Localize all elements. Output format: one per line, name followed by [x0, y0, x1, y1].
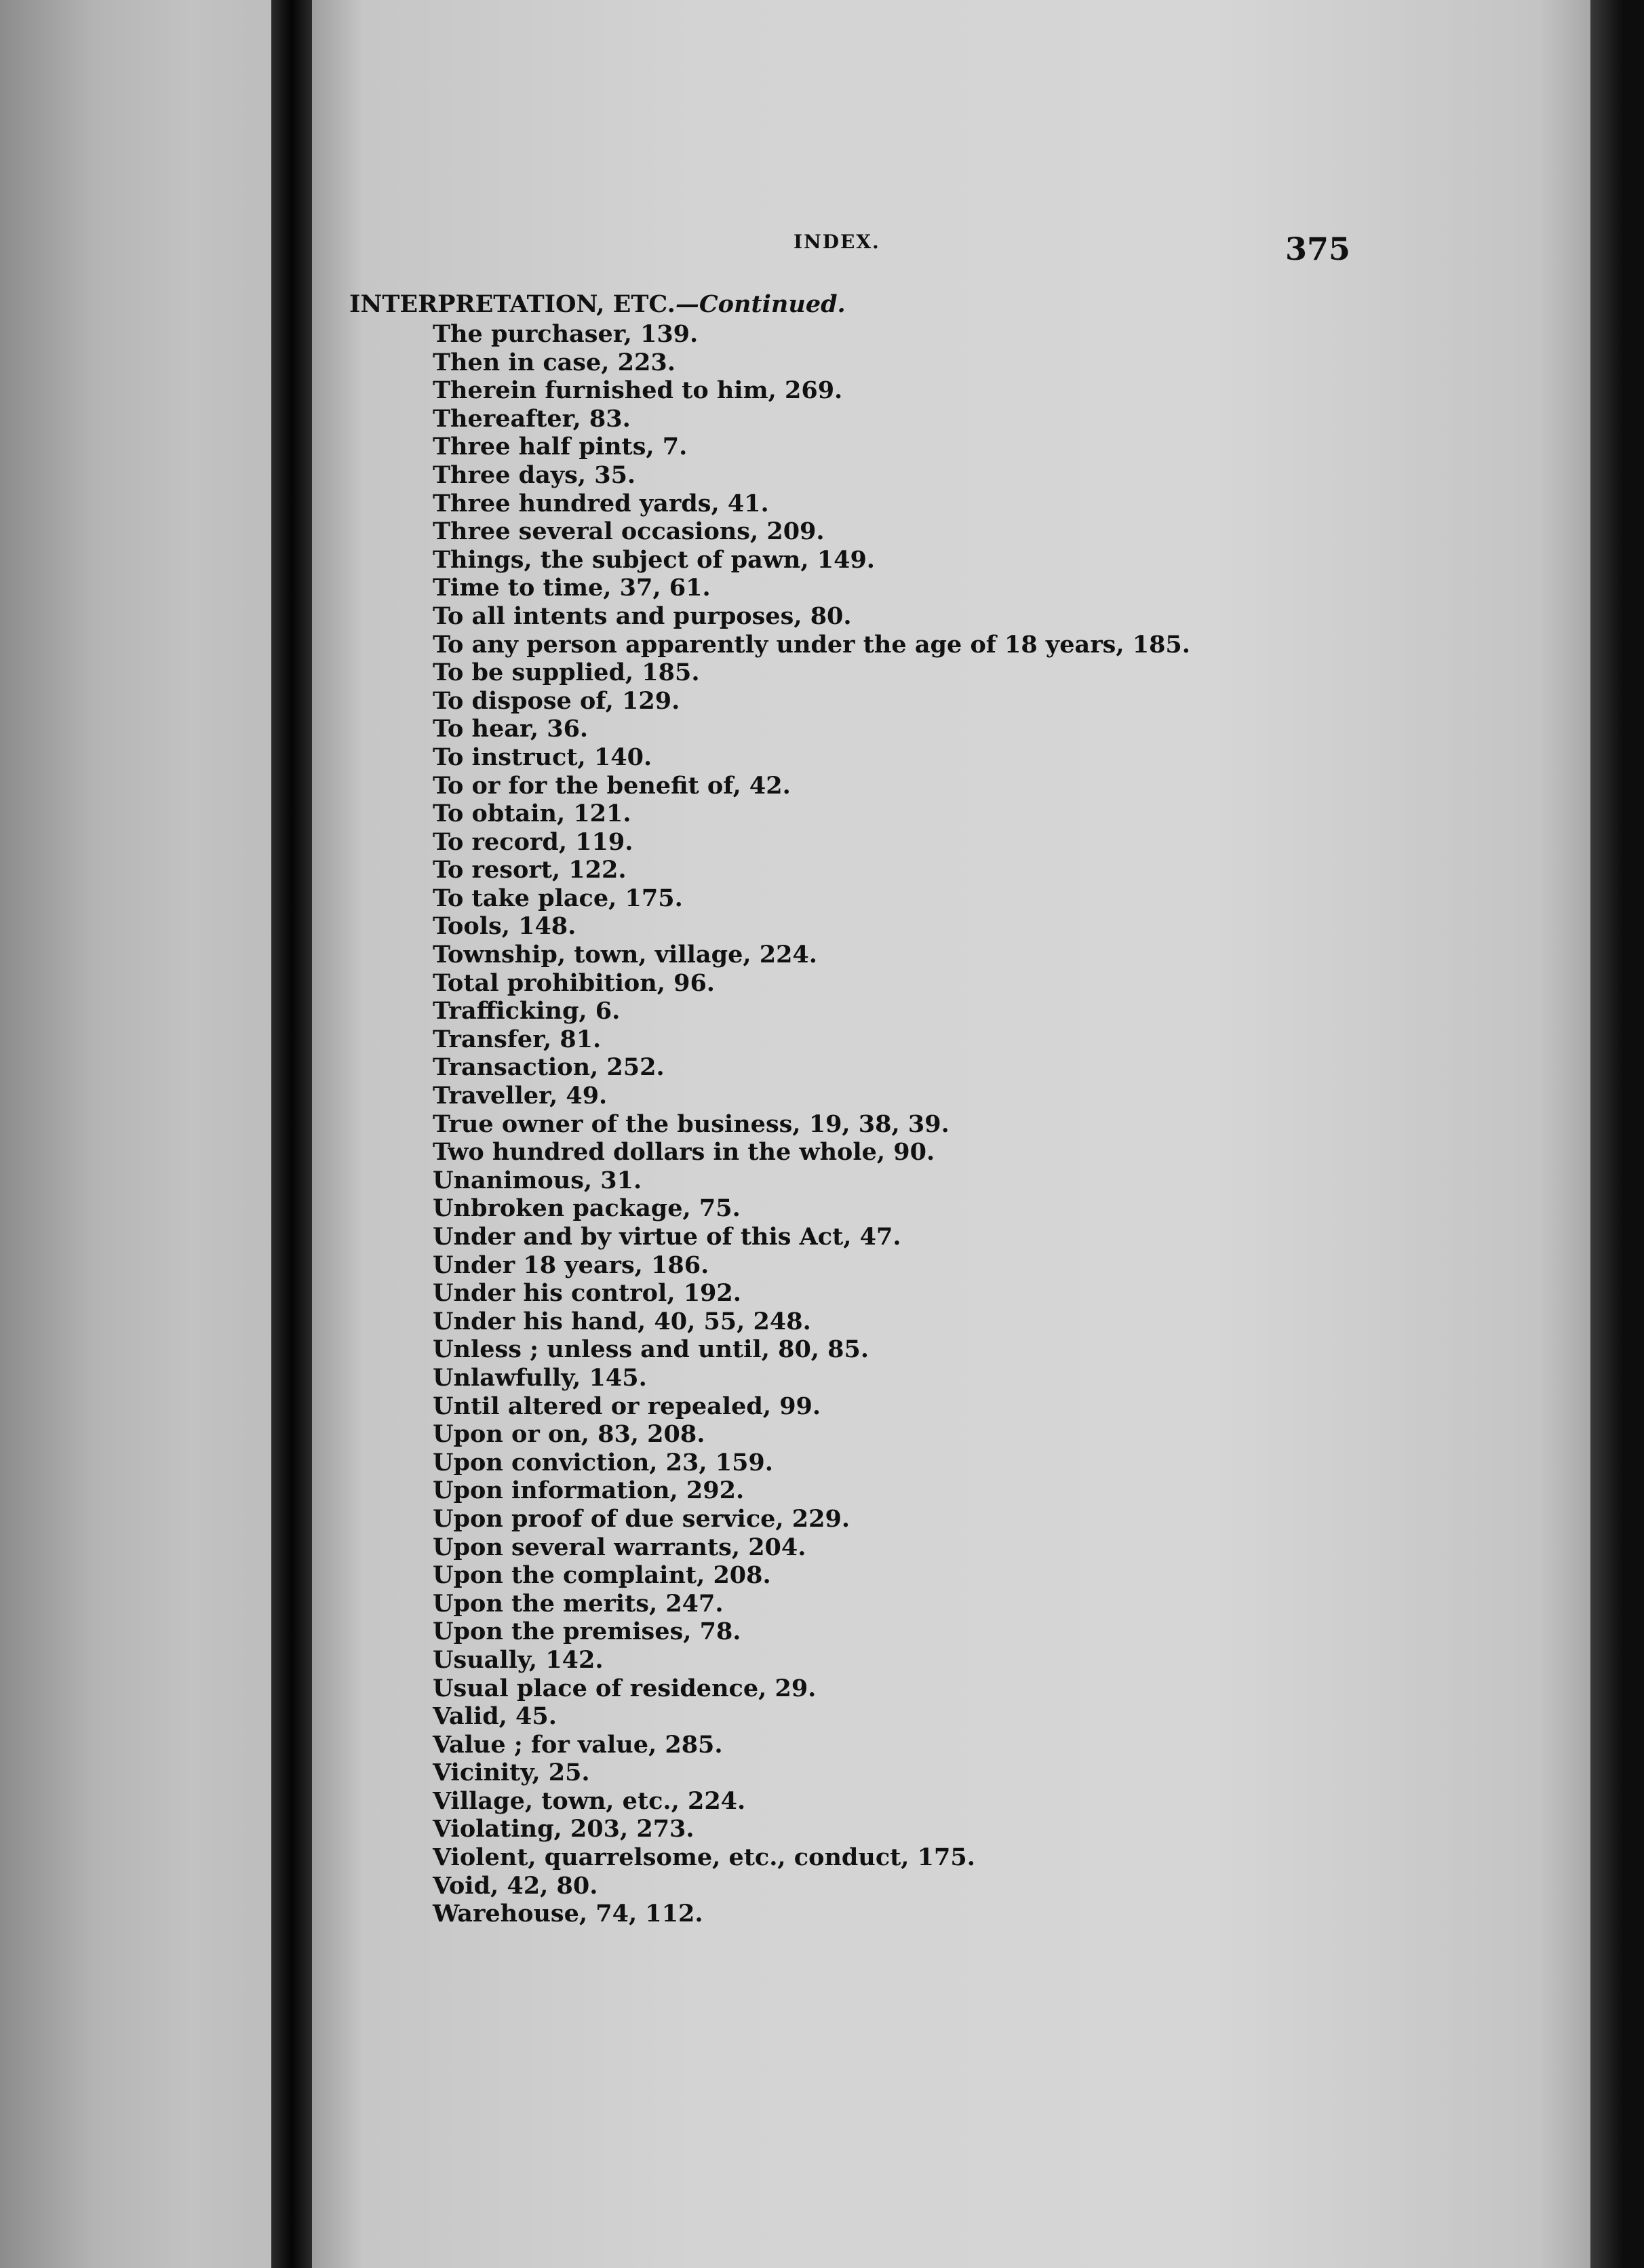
- index-entry: Upon or on, 83, 208.: [433, 1420, 705, 1449]
- index-entry: Things, the subject of pawn, 149.: [433, 545, 875, 574]
- index-entry: Violent, quarrelsome, etc., conduct, 175.: [433, 1843, 975, 1872]
- index-entry: The purchaser, 139.: [433, 320, 699, 348]
- index-entry: Two hundred dollars in the whole, 90.: [433, 1138, 935, 1167]
- index-entry: Upon conviction, 23, 159.: [433, 1448, 773, 1477]
- index-entry: Under his hand, 40, 55, 248.: [433, 1307, 811, 1335]
- index-entry: Valid, 45.: [433, 1702, 557, 1731]
- index-entry: Value ; for value, 285.: [433, 1730, 723, 1759]
- index-entry: Upon the complaint, 208.: [433, 1561, 771, 1590]
- index-entry: Unanimous, 31.: [433, 1166, 642, 1194]
- index-entry: Upon several warrants, 204.: [433, 1533, 806, 1561]
- index-entry: Under 18 years, 186.: [433, 1251, 709, 1279]
- index-entry: Under his control, 192.: [433, 1279, 741, 1308]
- book-gutter: [271, 0, 312, 2268]
- section-heading-title: INTERPRETATION, ETC.: [349, 290, 676, 318]
- page-number: 375: [1285, 231, 1351, 267]
- index-entry: Transaction, 252.: [433, 1053, 665, 1082]
- index-entry: Usual place of residence, 29.: [433, 1674, 817, 1702]
- index-entry: Village, town, etc., 224.: [433, 1786, 746, 1815]
- index-entry: Unless ; unless and until, 80, 85.: [433, 1335, 869, 1364]
- index-entry: To obtain, 121.: [433, 800, 631, 828]
- index-entry: To dispose of, 129.: [433, 686, 680, 715]
- index-entry: Transfer, 81.: [433, 1025, 602, 1053]
- index-entry: To instruct, 140.: [433, 743, 652, 771]
- index-entry: Total prohibition, 96.: [433, 969, 715, 997]
- index-entry: True owner of the business, 19, 38, 39.: [433, 1110, 950, 1138]
- index-entry: Three half pints, 7.: [433, 433, 688, 461]
- index-entry: Trafficking, 6.: [433, 997, 621, 1025]
- left-page: [0, 0, 271, 2268]
- index-entry: Upon the premises, 78.: [433, 1618, 741, 1646]
- index-entry: Warehouse, 74, 112.: [433, 1900, 703, 1928]
- index-entry: To take place, 175.: [433, 884, 683, 912]
- index-entries: [433, 320, 1190, 1928]
- index-entry: To resort, 122.: [433, 856, 627, 884]
- index-entry: Three hundred yards, 41.: [433, 489, 769, 517]
- index-entry: To all intents and purposes, 80.: [433, 602, 852, 630]
- section-heading-continued: —Continued.: [675, 290, 846, 318]
- index-entry: Until altered or repealed, 99.: [433, 1392, 821, 1420]
- index-entry: Upon information, 292.: [433, 1477, 745, 1505]
- page-edge: [1590, 0, 1644, 2268]
- index-entry: Time to time, 37, 61.: [433, 574, 711, 602]
- running-head: INDEX.: [794, 231, 880, 253]
- index-entry: To record, 119.: [433, 827, 633, 856]
- index-entry: To hear, 36.: [433, 715, 589, 743]
- index-entry: Unlawfully, 145.: [433, 1363, 647, 1392]
- index-entry: Under and by virtue of this Act, 47.: [433, 1223, 901, 1251]
- section-heading: [349, 290, 846, 318]
- index-entry: Vicinity, 25.: [433, 1759, 590, 1787]
- index-entry: Three several occasions, 209.: [433, 517, 825, 546]
- index-entry: Tools, 148.: [433, 912, 576, 941]
- index-entry: Township, town, village, 224.: [433, 941, 817, 969]
- index-entry: Traveller, 49.: [433, 1082, 608, 1110]
- index-entry: Then in case, 223.: [433, 348, 676, 376]
- index-entry: Upon proof of due service, 229.: [433, 1504, 850, 1533]
- index-entry: Three days, 35.: [433, 461, 636, 489]
- index-entry: Thereafter, 83.: [433, 404, 631, 433]
- index-entry: Upon the merits, 247.: [433, 1589, 724, 1618]
- index-entry: Void, 42, 80.: [433, 1871, 598, 1900]
- index-entry: Unbroken package, 75.: [433, 1194, 741, 1223]
- index-entry: Therein furnished to him, 269.: [433, 376, 843, 405]
- index-entry: Usually, 142.: [433, 1645, 604, 1674]
- index-entry: To any person apparently under the age of 18 years, 185.: [433, 630, 1190, 659]
- index-entry: Violating, 203, 273.: [433, 1815, 694, 1843]
- index-entry: To be supplied, 185.: [433, 659, 700, 687]
- index-entry: To or for the benefit of, 42.: [433, 771, 791, 800]
